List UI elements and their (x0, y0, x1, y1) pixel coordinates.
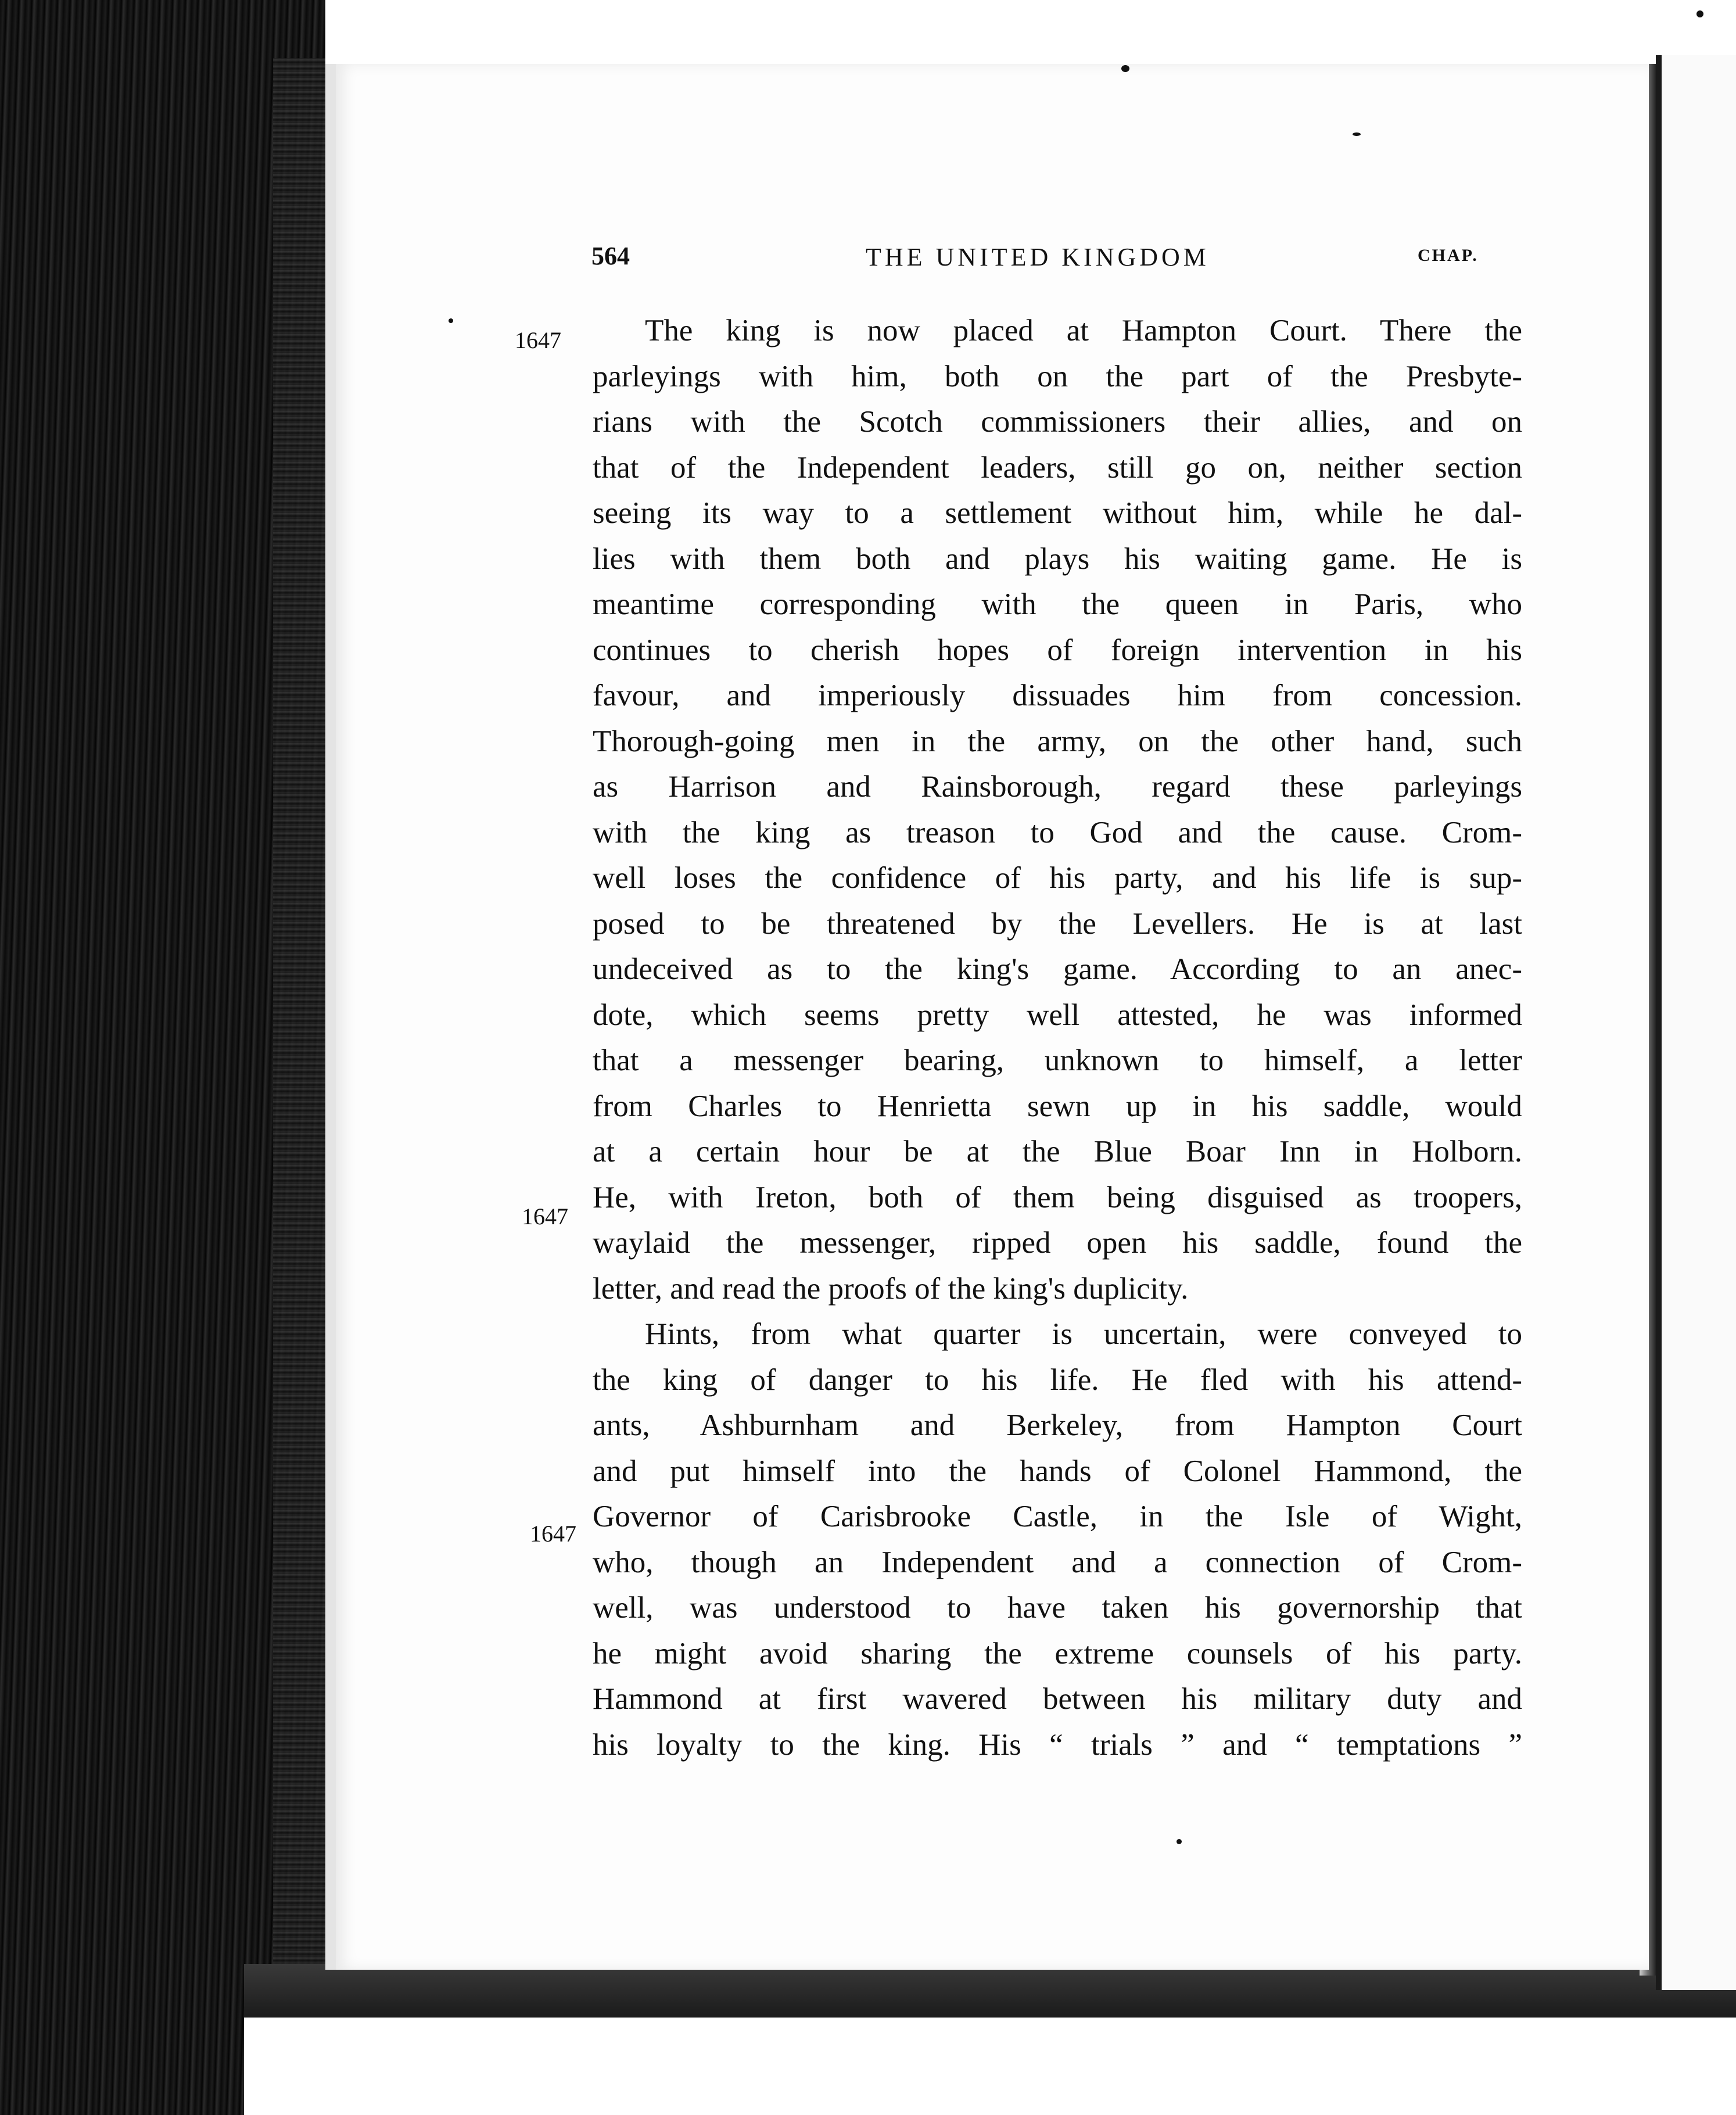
margin-date: 1647 (530, 1521, 576, 1547)
text-line: waylaid the messenger, ripped open his saddle, found the (593, 1226, 1522, 1260)
text-line: as Harrison and Rainsborough, regard these parleyings (593, 770, 1522, 804)
scan-speck (1696, 10, 1703, 17)
text-line: The king is now placed at Hampton Court. There the (645, 314, 1522, 347)
text-line: rians with the Scotch commissioners their allies, and on (593, 405, 1522, 439)
facing-page-edge (1656, 55, 1736, 1990)
text-line: well, was understood to have taken his governorship that (593, 1591, 1522, 1625)
text-line: posed to be threatened by the Levellers. He is at last (593, 906, 1522, 941)
text-line: that a messenger bearing, unknown to himself, a letter (593, 1044, 1522, 1077)
text-line: he might avoid sharing the extreme counsels of his party. (593, 1636, 1522, 1671)
scan-speck (449, 318, 453, 323)
text-line: letter, and read the proofs of the king's duplicity. (593, 1271, 1189, 1306)
paragraph (593, 308, 1522, 1311)
paragraph (593, 1311, 1522, 1768)
body-text (593, 308, 1522, 1768)
text-line: parleyings with him, both on the part of the Presbyte- (593, 359, 1522, 393)
text-line: who, though an Independent and a connection of Crom- (593, 1545, 1522, 1579)
text-line: seeing its way to a settlement without him, while he dal- (593, 496, 1522, 530)
chapter-label: CHAP. (1418, 246, 1479, 265)
text-line: the king of danger to his life. He fled with his attend- (593, 1363, 1522, 1397)
scan-speck (1177, 1839, 1182, 1844)
text-line: lies with them both and plays his waiting game. He is (593, 542, 1522, 576)
page-number: 564 (591, 242, 630, 270)
scan-speck (1353, 132, 1361, 136)
text-line: Thorough-going men in the army, on the other hand, such (593, 724, 1522, 758)
text-line: continues to cherish hopes of foreign intervention in his (593, 633, 1522, 667)
text-line: dote, which seems pretty well attested, he was informed (593, 998, 1522, 1032)
text-line: Hammond at first wavered between his military duty and (593, 1682, 1522, 1716)
text-line: that of the Independent leaders, still go on, neither section (593, 450, 1522, 485)
text-line: and put himself into the hands of Colonel Hammond, the (593, 1454, 1522, 1488)
margin-date: 1647 (522, 1203, 568, 1229)
text-line: favour, and imperiously dissuades him from concession. (593, 679, 1522, 712)
text-line: well loses the confidence of his party, and his life is sup- (593, 861, 1522, 895)
book-block-edge (0, 0, 325, 2115)
text-line: ants, Ashburnham and Berkeley, from Hampton Court (593, 1408, 1522, 1442)
text-line: He, with Ireton, both of them being disguised as troopers, (593, 1180, 1522, 1214)
text-line: his loyalty to the king. His “ trials ” and “ temptations ” (593, 1727, 1522, 1762)
text-line: Hints, from what quarter is uncertain, were conveyed to (645, 1317, 1522, 1351)
text-line: from Charles to Henrietta sewn up in his saddle, would (593, 1089, 1522, 1123)
text-line: at a certain hour be at the Blue Boar Inn in Holborn. (593, 1135, 1522, 1168)
text-line: meantime corresponding with the queen in Paris, who (593, 587, 1522, 621)
running-title: THE UNITED KINGDOM (866, 243, 1210, 271)
text-line: with the king as treason to God and the cause. Crom- (593, 815, 1522, 849)
running-head (0, 241, 1736, 276)
page-bottom-edge (244, 1964, 1736, 2115)
margin-date: 1647 (515, 327, 561, 353)
text-line: Governor of Carisbrooke Castle, in the Isle of Wight, (593, 1500, 1522, 1533)
text-line: undeceived as to the king's game. According to an anec- (593, 952, 1522, 986)
scan-speck (1121, 65, 1129, 72)
